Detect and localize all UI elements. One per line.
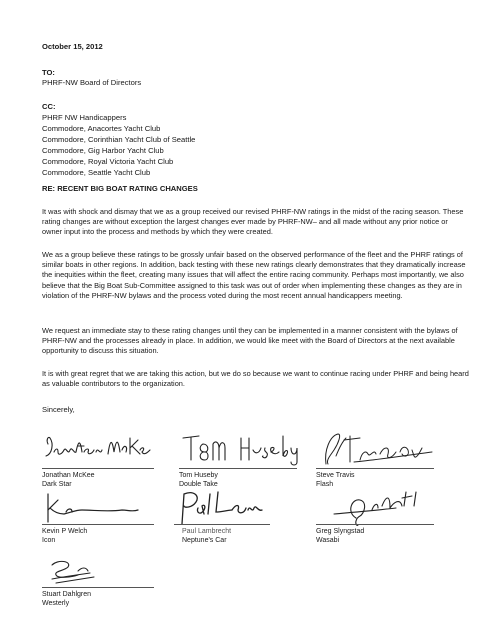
handwritten-signature	[316, 430, 441, 468]
signatory-boat: Neptune's Car	[182, 537, 227, 544]
body-paragraph: We as a group believe these ratings to be grossly unfair based on the observed performance of the fleet and the PHRF ratings of similar boats in other regions. In addition, back testing with these new ratings clearly demonstrates that they dramatically increase the inequities within the fleet, creating many issues that will affect the entire racing community. Perhaps most importantly, we also believe that the Big Boat Sub-Committee assigned to this task was out of order when implementing these changes as they are in violation of the PHRF-NW bylaws and the process voted during the most recent annual handicappers meeting.	[42, 250, 466, 300]
signatory-name: Greg Slyngstad	[316, 528, 365, 535]
signatory-name: Jonathan McKee	[42, 472, 95, 479]
signature-line	[179, 468, 297, 469]
signatory-name: Tom Huseby	[179, 472, 218, 479]
signatory-name: Kevin P Welch	[42, 528, 88, 535]
cc-line: Commodore, Seattle Yacht Club	[42, 168, 151, 177]
body-paragraph: It was with shock and dismay that we as a group received our revised PHRF-NW ratings in the midst of the racing season. These rating changes are without exception the largest changes ever made by PHRF-NW– and all made without any prior notice or owner input into the process and methods by which they were created.	[42, 207, 464, 237]
signatory-name: Steve Travis	[316, 472, 355, 479]
signature-block	[174, 488, 304, 546]
handwritten-signature	[42, 553, 162, 589]
cc-line: Commodore, Anacortes Yacht Club	[42, 124, 161, 133]
signatory-name: Stuart Dahlgren	[42, 591, 92, 598]
subject-line: RE: RECENT BIG BOAT RATING CHANGES	[42, 184, 198, 193]
to-recipient: PHRF-NW Board of Directors	[42, 78, 142, 87]
signature-block	[42, 488, 172, 546]
signatory-boat: Double Take	[179, 481, 218, 488]
signature-line	[174, 524, 270, 525]
signatory-boat: Wasabi	[316, 537, 340, 544]
signatory-name: Paul Lambrecht	[182, 528, 232, 535]
signatory-boat: Flash	[316, 481, 334, 488]
body-paragraph: It is with great regret that we are taking this action, but we do so because we want to continue racing under PHRF and being heard as valuable contributors to the organization.	[42, 369, 469, 389]
body-paragraph: We request an immediate stay to these rating changes until they can be implemented in a manner consistent with the bylaws of PHRF-NW and the processes already in place. In addition, we would like meet with the Board of Directors at the next available opportunity to discuss this situation.	[42, 326, 458, 356]
handwritten-signature	[179, 430, 304, 468]
handwritten-signature	[42, 430, 162, 468]
cc-line: Commodore, Royal Victoria Yacht Club	[42, 157, 174, 166]
signature-block	[42, 430, 172, 488]
signature-block	[42, 553, 172, 611]
signature-line	[316, 468, 434, 469]
cc-line: PHRF NW Handicappers	[42, 113, 127, 122]
handwritten-signature	[174, 488, 299, 526]
to-heading: TO:	[42, 68, 55, 77]
signature-block	[179, 430, 309, 488]
signature-line	[42, 468, 154, 469]
signature-block	[316, 488, 446, 546]
signature-line	[42, 587, 154, 588]
cc-heading: CC:	[42, 102, 56, 111]
handwritten-signature	[316, 488, 441, 526]
handwritten-signature	[42, 488, 162, 526]
signature-line	[42, 524, 154, 525]
closing: Sincerely,	[42, 405, 75, 414]
signatory-boat: Icon	[42, 537, 56, 544]
cc-line: Commodore, Corinthian Yacht Club of Seattle	[42, 135, 196, 144]
signature-line	[316, 524, 434, 525]
letter-date: October 15, 2012	[42, 42, 103, 51]
signatory-boat: Dark Star	[42, 481, 72, 488]
cc-line: Commodore, Gig Harbor Yacht Club	[42, 146, 164, 155]
signature-block	[316, 430, 446, 488]
signatory-boat: Westerly	[42, 600, 70, 607]
